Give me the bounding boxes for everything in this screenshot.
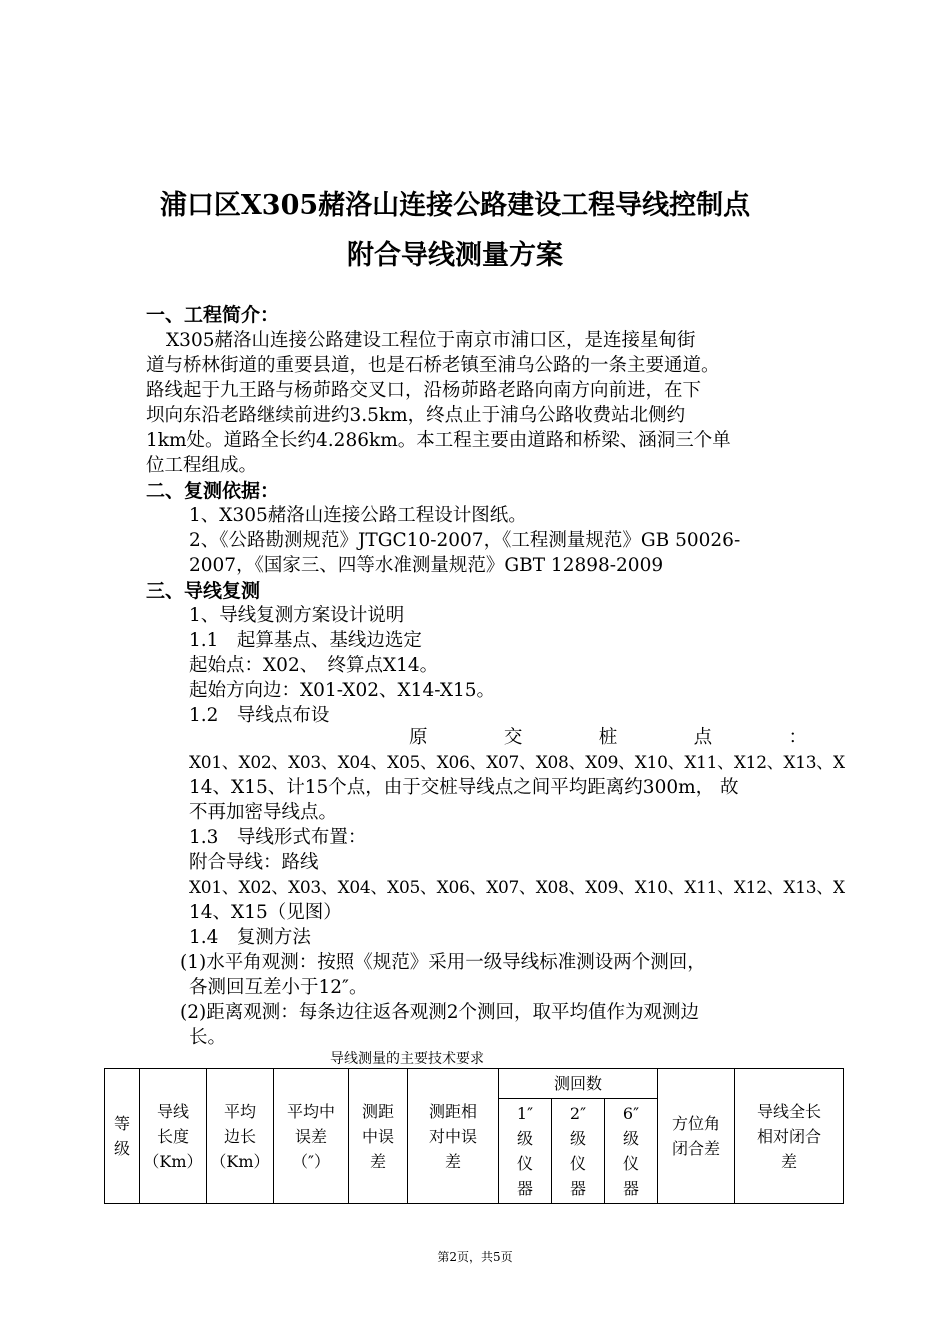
section3-line-16: 各测回互差小于12″。 [189,977,368,998]
section3-line-17: (2)距离观测：每条边往返各观测2个测回，取平均值作为观测边 [180,1002,699,1023]
header-6s-instrument: 6″ 级 仪 器 [605,1099,658,1204]
doc-title-line2: 附合导线测量方案 [347,240,563,271]
section3-line-8: 14、X15、计15个点，由于交桩导线点之间平均距离约300m， 故 [189,777,739,798]
doc-title-line1: 浦口区X305赭洛山连接公路建设工程导线控制点 [159,190,751,221]
header-distance-error: 测距 中误 差 [349,1069,408,1204]
section3-line-15: (1)水平角观测：按照《规范》采用一级导线标准测设两个测回， [180,952,706,973]
section3-line-13: 14、X15（见图） [189,902,342,923]
section2-line-3: 2007，《国家三、四等水准测量规范》GBT 12898-2009 [189,555,664,576]
section1-heading: 一、工程简介： [146,304,280,326]
section3-line-10: 1.3 导线形式布置： [189,827,367,848]
section3-line-18: 长。 [189,1027,227,1048]
section2-line-2: 2、《公路勘测规范》JTGC10-2007，《工程测量规范》GB 50026- [189,530,741,551]
section2-heading: 二、复测依据： [146,480,280,502]
justified-char: 交 [503,727,523,748]
header-distance-relative: 测距相 对中误 差 [408,1069,499,1204]
header-avg-side: 平均 边长 （Km） [207,1069,274,1204]
section1-line-1: X305赭洛山连接公路建设工程位于南京市浦口区，是连接星甸街 [166,330,696,351]
section1-line-4: 坝向东沿老路继续前进约3.5km，终点止于浦乌公路收费站北侧约 [146,405,686,426]
section3-line-9: 不再加密导线点。 [189,802,338,823]
header-2s-instrument: 2″ 级 仪 器 [552,1099,605,1204]
section1-line-2: 道与桥林街道的重要县道，也是石桥老镇至浦乌公路的一条主要通道。 [146,355,720,376]
section1-line-5: 1km处。道路全长约4.286km。本工程主要由道路和桥梁、涵洞三个单 [146,430,731,451]
section3-line-5: 1.2 导线点布设 [189,705,330,726]
justified-char: 点 [693,727,713,748]
section3-line-7: X01、X02、X03、X04、X05、X06、X07、X08、X09、X10、X11、X12、X13、X [189,753,845,773]
section3-line-14: 1.4 复测方法 [189,927,311,948]
section3-line-3: 起始点：X02、 终算点X14。 [189,655,439,676]
section3-line-12: X01、X02、X03、X04、X05、X06、X07、X08、X09、X10、X11、X12、X13、X [189,878,845,898]
justified-char: ： [788,727,807,748]
section3-line-4: 起始方向边：X01-X02、X14-X15。 [189,680,496,701]
section3-heading: 三、导线复测 [146,580,261,602]
header-azimuth: 方位角 闭合差 [658,1069,735,1204]
section1-line-6: 位工程组成。 [146,455,258,476]
header-1s-instrument: 1″ 级 仪 器 [499,1099,552,1204]
header-total-relative: 导线全长 相对闭合 差 [735,1069,844,1204]
header-rounds: 测回数 [499,1069,658,1099]
header-length: 导线 长度 （Km） [140,1069,207,1204]
section3-line-11: 附合导线：路线 [189,852,319,873]
justified-char: 原 [409,727,428,748]
header-avg-error: 平均中 误差 （″） [274,1069,349,1204]
table-caption: 导线测量的主要技术要求 [330,1051,484,1067]
header-grade: 等 级 [105,1069,140,1204]
section3-justified-line [189,723,807,749]
section3-line-2: 1.1 起算基点、基线边选定 [189,630,422,651]
table-header-row-1 [105,1069,844,1099]
tech-requirements-table [104,1068,844,1204]
page-footer: 第2页，共5页 [437,1250,513,1264]
section1-line-3: 路线起于九王路与杨茆路交叉口，沿杨茆路老路向南方向前进，在下 [146,380,702,401]
section2-line-1: 1、X305赭洛山连接公路工程设计图纸。 [189,505,527,526]
justified-char: 桩 [598,727,618,748]
section3-line-1: 1、导线复测方案设计说明 [189,605,405,626]
